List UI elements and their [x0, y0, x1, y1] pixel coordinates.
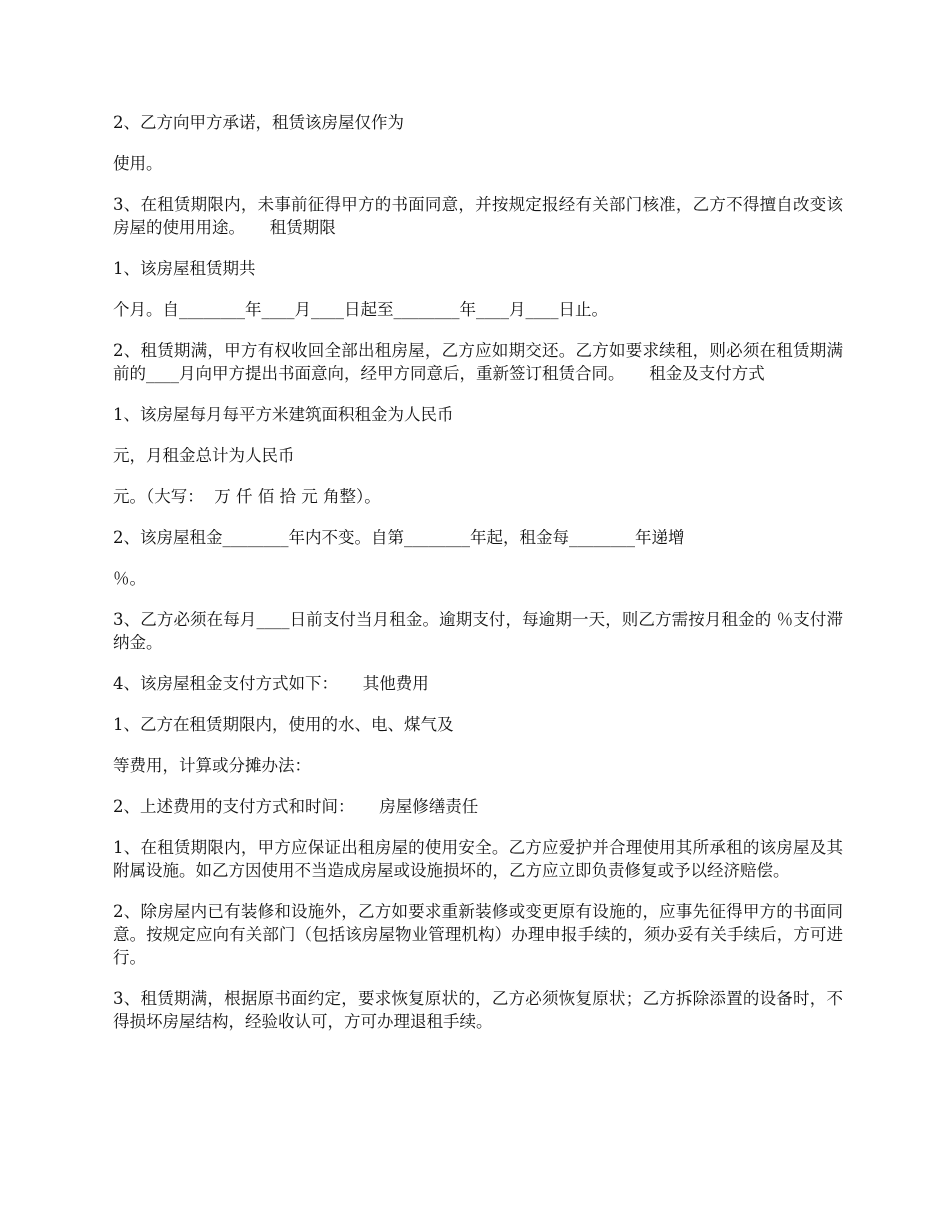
paragraph-utilities: 1、乙方在租赁期限内，使用的水、电、煤气及 [113, 715, 454, 734]
document-page [113, 111, 843, 1051]
paragraph-renovation: 2、除房屋内已有装修和设施外，乙方如要求重新装修或变更原有设施的，应事先征得甲方的书面同意。按规定应向有关部门（包括该房屋物业管理机构）办理申报手续的，须办妥有关手续后，方可进行。 [113, 902, 843, 967]
paragraph-utilities-allocation: 等费用，计算或分摊办法： [113, 756, 311, 775]
paragraph-use-continued: 使用。 [113, 154, 163, 173]
paragraph-rent-increase: 2、该房屋租金________年内不变。自第________年起，租金每________年递增 [113, 528, 685, 547]
paragraph-restore-original: 3、租赁期满，根据原书面约定，要求恢复原状的，乙方必须恢复原状；乙方拆除添置的设备时，不得损坏房屋结构，经验收认可，方可办理退租手续。 [113, 989, 843, 1031]
paragraph-lease-expiry: 2、租赁期满，甲方有权收回全部出租房屋，乙方应如期交还。乙方如要求续租，则必须在租赁期满前的____月向甲方提出书面意向，经甲方同意后，重新签订租赁合同。 租金及支付方式 [113, 341, 843, 383]
paragraph-rent-in-words: 元。（大写： 万 仟 佰 拾 元 角整）。 [113, 487, 381, 506]
paragraph-no-change-use: 3、在租赁期限内，未事前征得甲方的书面同意，并按规定报经有关部门核准，乙方不得擅自改变该房屋的使用用途。 租赁期限 [113, 195, 843, 237]
paragraph-monthly-rent: 元，月租金总计为人民币 [113, 446, 295, 465]
paragraph-use-commitment: 2、乙方向甲方承诺，租赁该房屋仅作为 [113, 113, 404, 132]
paragraph-payment-method: 4、该房屋租金支付方式如下： 其他费用 [113, 674, 429, 693]
paragraph-repair-safety: 1、在租赁期限内，甲方应保证出租房屋的使用安全。乙方应爱护并合理使用其所承租的该房屋及其附属设施。如乙方因使用不当造成房屋或设施损坏的，乙方应立即负责修复或予以经济赔偿。 [113, 838, 843, 880]
paragraph-late-payment: 3、乙方必须在每月____日前支付当月租金。逾期支付，每逾期一天，则乙方需按月租金的 ％支付滞纳金。 [113, 610, 843, 652]
paragraph-lease-term: 1、该房屋租赁期共 [113, 259, 256, 278]
paragraph-lease-dates: 个月。自________年____月____日起至________年____月____日止。 [113, 300, 608, 319]
paragraph-rent-rate: 1、该房屋每月每平方米建筑面积租金为人民币 [113, 405, 454, 424]
paragraph-increase-percent: ％。 [113, 569, 146, 588]
paragraph-fee-payment: 2、上述费用的支付方式和时间： 房屋修缮责任 [113, 797, 479, 816]
